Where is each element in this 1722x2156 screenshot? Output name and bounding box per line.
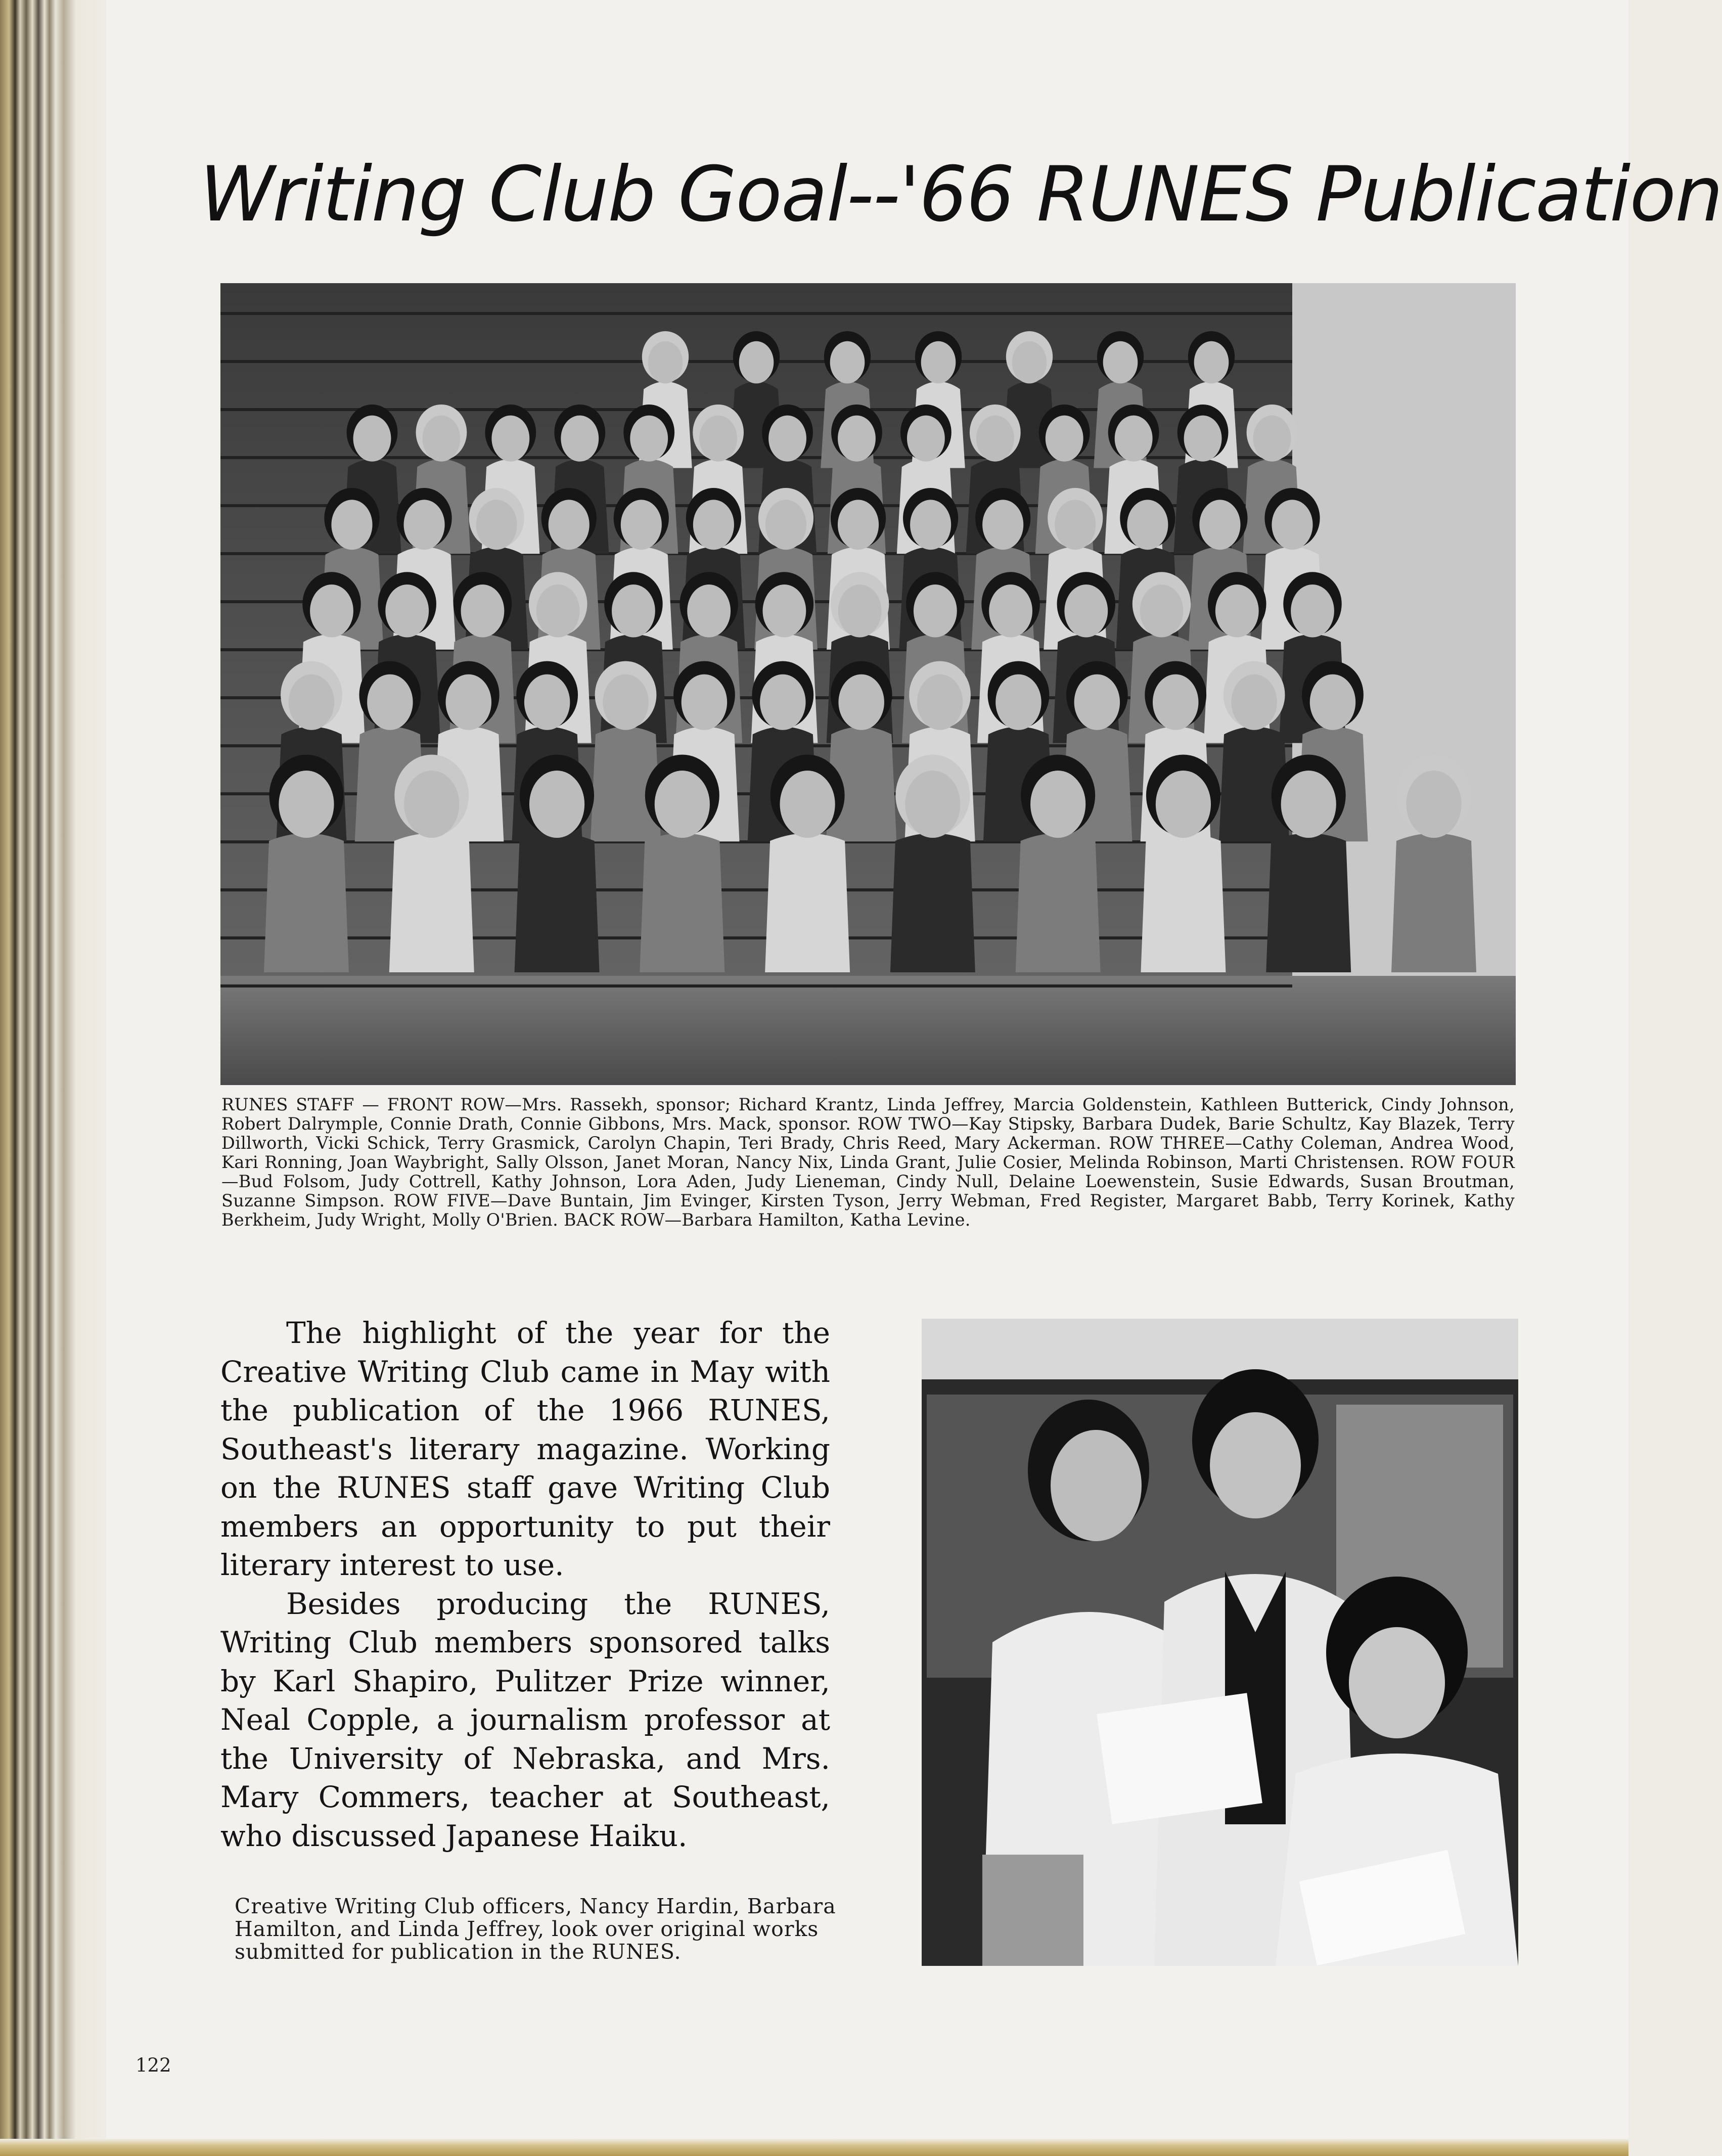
officers-photo-caption: Creative Writing Club officers, Nancy Hardin, Barbara Hamilton, and Linda Jeffrey, look over original works submitted for publication in the RUNES. bbox=[235, 1894, 836, 1964]
person-figure bbox=[1141, 755, 1226, 973]
group-photo bbox=[220, 283, 1516, 1085]
article-body bbox=[220, 1314, 830, 1853]
person-figure bbox=[264, 755, 349, 973]
page-title: Writing Club Goal--'66 RUNES Publication bbox=[200, 151, 1722, 239]
person-figure bbox=[389, 755, 474, 973]
person-figure bbox=[890, 755, 975, 973]
group-photo-caption: RUNES STAFF — FRONT ROW—Mrs. Rassekh, sponsor; Richard Krantz, Linda Jeffrey, Marcia Goldenstein, Kathleen Butterick, Cindy Johnson, Robert Dalrymple, Connie Drath, Connie Gibbons, Mrs. Mack, sponsor. ROW TWO—Kay Stipsky, Barbara Dudek, Barie Schultz, Kay Blazek, Terry Dillworth, Vicki Schick, Terry Grasmick, Carolyn Chapin, Teri Brady, Chris Reed, Mary Ackerman. ROW THREE—Cathy Coleman, Andrea Wood, Kari Ronning, Joan Waybright, Sally Olsson, Janet Moran, Nancy Nix, Linda Grant, Julie Cosier, Melinda Robinson, Marti Christensen. ROW FOUR—Bud Folsom, Judy Cottrell, Kathy Johnson, Lora Aden, Judy Lieneman, Cindy Null, Delaine Loewenstein, Susie Edwards, Susan Broutman, Suzanne Simpson. ROW FIVE—Dave Buntain, Jim Evinger, Kirsten Tyson, Jerry Webman, Fred Register, Margaret Babb, Terry Korinek, Kathy Berkheim, Judy Wright, Molly O'Brien. BACK ROW—Barbara Hamilton, Katha Levine. bbox=[221, 1095, 1515, 1230]
article-paragraph-1: The highlight of the year for the Creative Writing Club came in May with the publication of the 1966 RUNES, Southeast's literary magazine. Working on the RUNES staff gave Writing Club members an opportunity to put their literary interest to use. bbox=[220, 1316, 830, 1582]
person-figure bbox=[1391, 755, 1476, 973]
officers-photo-placeholder-icon bbox=[922, 1319, 1518, 1966]
person-figure bbox=[765, 755, 850, 973]
person-figure bbox=[1016, 755, 1101, 973]
officers-photo bbox=[922, 1319, 1518, 1966]
person-figure bbox=[515, 755, 600, 973]
page-number: 122 bbox=[135, 2054, 171, 2076]
book-binding-bottom bbox=[0, 2139, 1628, 2156]
book-binding bbox=[0, 0, 106, 2156]
group-photo-placeholder-icon bbox=[220, 283, 1516, 1085]
article-paragraph-2: Besides producing the RUNES, Writing Club members sponsored talks by Karl Shapiro, Pulitzer Prize winner, Neal Copple, a journalism professor at the University of Nebraska, and Mrs. Mary Commers, teacher at Southeast, who discussed Japanese Haiku. bbox=[220, 1586, 830, 1853]
person-figure bbox=[640, 755, 724, 973]
person-figure bbox=[1266, 755, 1351, 973]
